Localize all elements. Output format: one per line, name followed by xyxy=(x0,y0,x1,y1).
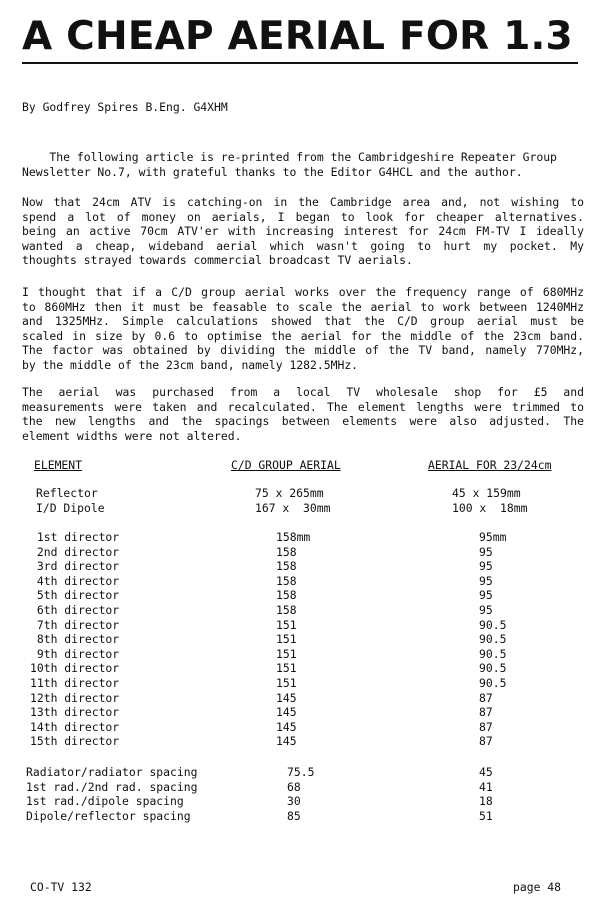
table-cell-element: 6th director xyxy=(30,603,120,617)
table-cell-cd: 145 xyxy=(276,705,297,720)
table-cell-cd: 151 xyxy=(276,617,297,632)
table-cell-new: 95mm xyxy=(479,530,507,544)
table-cell-new: 41 xyxy=(479,779,493,794)
table-cell-cd: 158 xyxy=(276,559,297,574)
table-cell-new: 95 xyxy=(479,588,493,603)
table-cell-element: Radiator/radiator spacing xyxy=(26,765,198,779)
table-cell-element: 15th director xyxy=(30,734,120,749)
table-cell-new: 100 x 18mm xyxy=(452,500,528,515)
paragraph-line: The factor was obtained by dividing the middle of the TV band, namely 770MHz, xyxy=(22,343,584,357)
paragraph-line: I thought that if a C/D group aerial works over the frequency range of 680MHz xyxy=(22,285,584,299)
table-cell-new: 51 xyxy=(479,808,493,823)
paragraph-line: scaled in size by 0.6 to optimise the aerial for the middle of the 23cm band. xyxy=(22,328,584,343)
table-cell-new: 95 xyxy=(479,544,493,559)
table-cell-element: 4th director xyxy=(30,573,120,588)
header-cd-group: C/D GROUP AERIAL xyxy=(231,458,341,472)
footer-issue: CO-TV 132 xyxy=(30,880,92,894)
paragraph-line: measurements were taken and recalculated. The element lengths were trimmed to xyxy=(22,399,584,414)
table-cell-cd: 145 xyxy=(276,690,297,705)
table-cell-new: 45 xyxy=(479,765,493,779)
table-cell-new: 95 xyxy=(479,603,493,617)
table-cell-new: 87 xyxy=(479,719,493,734)
table-cell-cd: 30 xyxy=(287,794,301,809)
paragraph-line: the new lengths and the spacings between elements were also adjusted. The xyxy=(22,414,584,428)
table-cell-element: 7th director xyxy=(30,617,120,632)
table-cell-element: Reflector xyxy=(36,486,98,500)
paragraph-1 xyxy=(22,150,584,179)
table-cell-new: 90.5 xyxy=(479,632,507,647)
table-cell-cd: 158mm xyxy=(276,530,311,544)
table-cell-element: 3rd director xyxy=(30,559,120,574)
table-cell-new: 95 xyxy=(479,573,493,588)
table-cell-element: 14th director xyxy=(30,719,120,734)
byline: By Godfrey Spires B.Eng. G4XHM xyxy=(22,100,228,114)
table-cell-new: 90.5 xyxy=(479,661,507,676)
footer-page-number: page 48 xyxy=(513,880,562,894)
table-cell-new: 87 xyxy=(479,705,493,720)
table-cell-new: 90.5 xyxy=(479,646,507,661)
paragraph-3 xyxy=(22,285,584,372)
table-cell-element: 9th director xyxy=(30,646,120,661)
table-cell-cd: 145 xyxy=(276,734,297,749)
paragraph-4 xyxy=(22,385,584,443)
header-element: ELEMENT xyxy=(34,458,83,472)
table-cell-element: 13th director xyxy=(30,705,120,720)
table-cell-element: Dipole/reflector spacing xyxy=(26,808,191,823)
table-cell-element: 1st rad./2nd rad. spacing xyxy=(26,779,198,794)
paragraph-line: and 1325MHz. Simple calculations showed that the C/D group aerial must be xyxy=(22,314,584,328)
paragraph-line: to 860MHz then it must be feasable to scale the aerial to work between 1240MHz xyxy=(22,299,584,314)
table-cell-new: 45 x 159mm xyxy=(452,486,521,500)
table-cell-cd: 75.5 xyxy=(287,765,315,779)
paragraph-line: element widths were not altered. xyxy=(22,428,242,443)
table-cell-cd: 151 xyxy=(276,676,297,690)
table-cell-cd: 151 xyxy=(276,632,297,647)
table-cell-cd: 151 xyxy=(276,646,297,661)
table-cell-element: 1st director xyxy=(30,530,120,544)
table-cell-cd: 145 xyxy=(276,719,297,734)
table-cell-cd: 151 xyxy=(276,661,297,676)
table-cell-cd: 68 xyxy=(287,779,301,794)
paragraph-line: Now that 24cm ATV is catching-on in the Cambridge area and, not wishing to xyxy=(22,195,584,209)
table-cell-cd: 85 xyxy=(287,808,301,823)
table-cell-element: 5th director xyxy=(30,588,120,603)
table-cell-element: 12th director xyxy=(30,690,120,705)
table-cell-new: 90.5 xyxy=(479,676,507,690)
table-cell-new: 87 xyxy=(479,734,493,749)
table-cell-element: 8th director xyxy=(30,632,120,647)
paragraph-line: The following article is re-printed from the Cambridgeshire Repeater Group xyxy=(22,150,557,164)
paragraph-line: The aerial was purchased from a local TV wholesale shop for £5 and xyxy=(22,385,584,399)
table-cell-element: 10th director xyxy=(30,661,120,676)
paragraph-line: wanted a cheap, wideband aerial which wasn't going to hurt my pocket. My xyxy=(22,238,584,253)
table-cell-new: 90.5 xyxy=(479,617,507,632)
table-cell-cd: 158 xyxy=(276,544,297,559)
paragraph-line: Newsletter No.7, with grateful thanks to the Editor G4HCL and the author. xyxy=(22,164,523,179)
table-cell-new: 87 xyxy=(479,690,493,705)
paragraph-2 xyxy=(22,195,584,268)
table-cell-cd: 158 xyxy=(276,573,297,588)
table-cell-element: 1st rad./dipole spacing xyxy=(26,794,184,809)
paragraph-line: by the middle of the 23cm band, namely 1282.5MHz. xyxy=(22,357,359,372)
table-cell-cd: 158 xyxy=(276,603,297,617)
paragraph-line: spend a lot of money on aerials, I began to look for cheaper alternatives. xyxy=(22,209,584,224)
article-title: A CHEAP AERIAL FOR 1.3 xyxy=(22,14,573,59)
paragraph-line: being an active 70cm ATV'er with increasing interest for 24cm FM-TV I ideally xyxy=(22,224,584,238)
table-cell-cd: 75 x 265mm xyxy=(255,486,324,500)
table-cell-element: 2nd director xyxy=(30,544,120,559)
table-cell-new: 95 xyxy=(479,559,493,574)
paragraph-line: thoughts strayed towards commercial broadcast TV aerials. xyxy=(22,253,413,267)
header-23-24cm: AERIAL FOR 23/24cm xyxy=(428,458,552,472)
table-cell-new: 18 xyxy=(479,794,493,809)
table-cell-cd: 167 x 30mm xyxy=(255,500,331,515)
table-cell-element: I/D Dipole xyxy=(36,500,105,515)
table-cell-element: 11th director xyxy=(30,676,120,690)
title-underline xyxy=(22,62,578,64)
table-cell-cd: 158 xyxy=(276,588,297,603)
